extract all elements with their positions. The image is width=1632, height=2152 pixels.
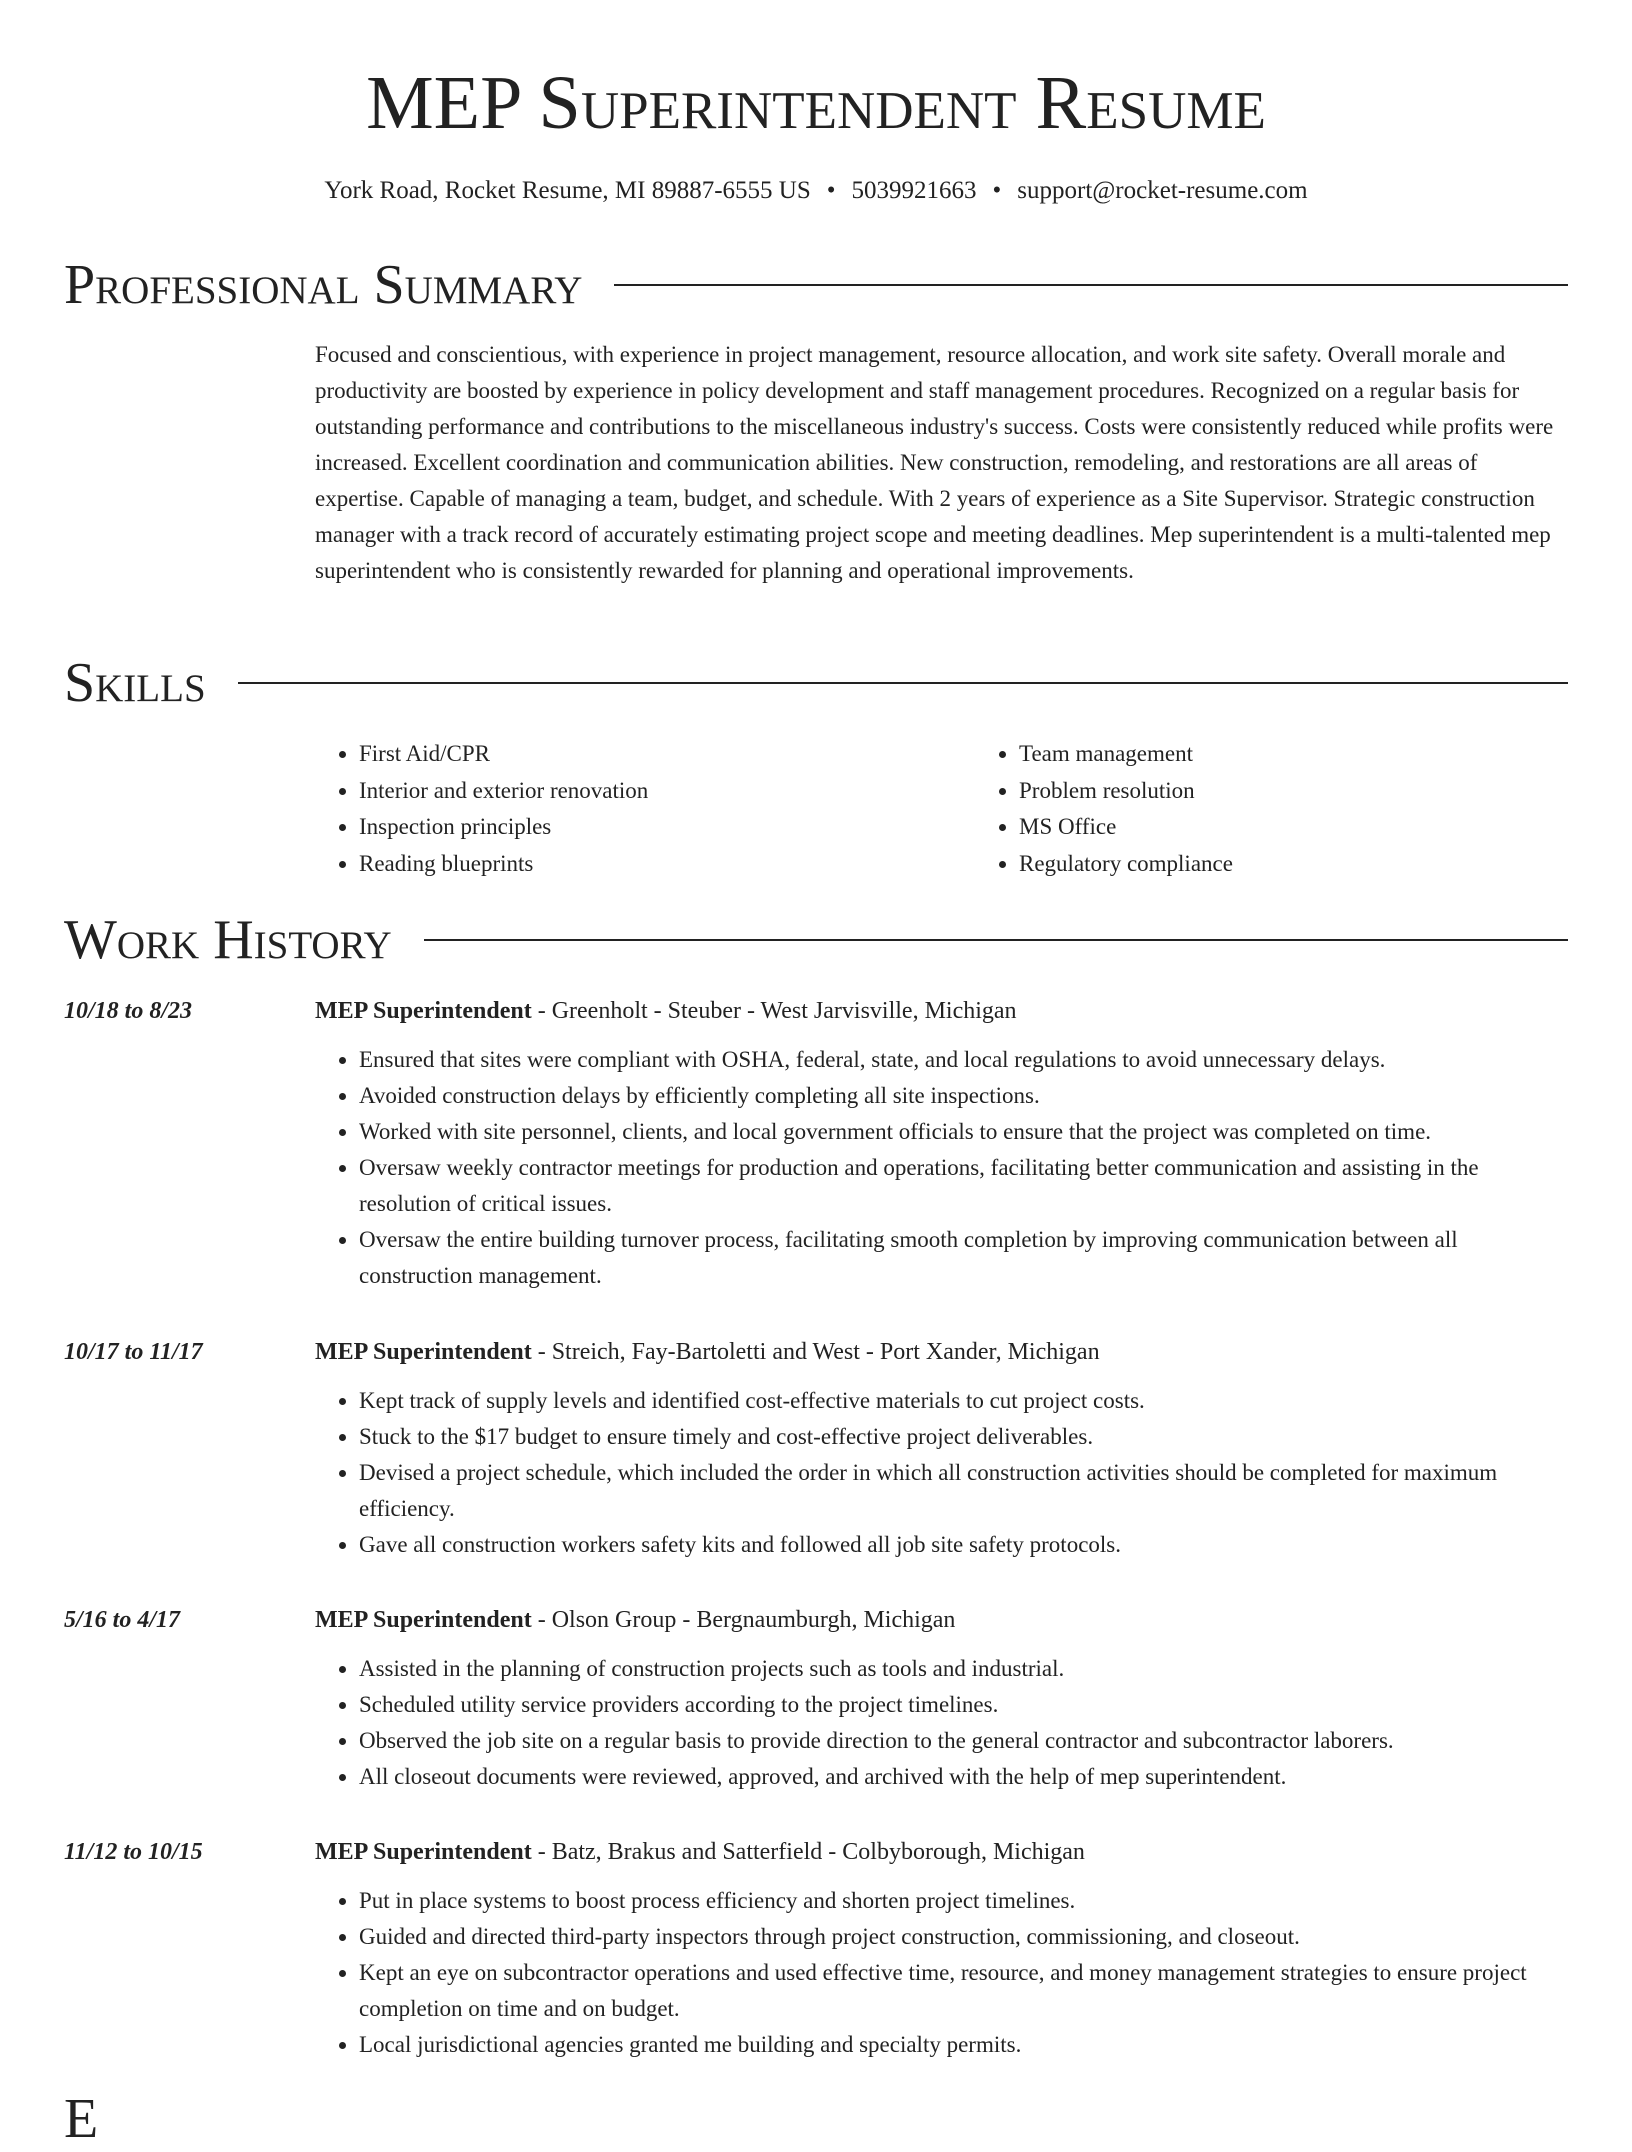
skills-list bbox=[315, 736, 1568, 882]
skill-item: • Reading blueprints bbox=[359, 846, 975, 883]
job-bullet: • Gave all construction workers safety kits and followed all job site safety protocols. bbox=[359, 1527, 1568, 1563]
skill-item: • Regulatory compliance bbox=[1019, 846, 1233, 883]
skills-column-left bbox=[315, 736, 975, 882]
section-rule bbox=[614, 284, 1568, 286]
skill-item: • Team management bbox=[1019, 736, 1233, 773]
contact-email: support@rocket-resume.com bbox=[1017, 177, 1308, 204]
skill-item: • Inspection principles bbox=[359, 809, 975, 846]
contact-line bbox=[0, 173, 1632, 209]
job-title: MEP Superintendent bbox=[315, 1839, 532, 1865]
job-company: - Streich, Fay-Bartoletti and West - Port Xander, Michigan bbox=[537, 1339, 1100, 1365]
job-company: - Greenholt - Steuber - West Jarvisville, Michigan bbox=[537, 998, 1017, 1024]
separator-dot: • bbox=[826, 177, 836, 204]
job-title-line bbox=[315, 993, 1568, 1029]
job-bullet: • Kept track of supply levels and identified cost-effective materials to cut project costs. bbox=[359, 1383, 1568, 1419]
job-bullet: • Devised a project schedule, which included the order in which all construction activities should be completed for maximum efficiency. bbox=[359, 1455, 1568, 1527]
summary-text: Focused and conscientious, with experience in project management, resource allocation, and work site safety. Overall morale and productivity are boosted by experience in policy development and staff management procedures. Recognized on a regular basis for outstanding performance and contributions to the miscellaneous industry's success. Costs were consistently reduced while profits were increased. Excellent coordination and communication abilities. New construction, remodeling, and restorations are all areas of expertise. Capable of managing a team, budget, and schedule. With 2 years of experience as a Site Supervisor. Strategic construction manager with a track record of accurately estimating project scope and meeting deadlines. Mep superintendent is a multi-talented mep superintendent who is consistently rewarded for planning and operational improvements. bbox=[315, 342, 1554, 583]
skill-item: • MS Office bbox=[1019, 809, 1233, 846]
skills-section-header bbox=[64, 650, 1568, 716]
job-company: - Batz, Brakus and Satterfield - Colbyborough, Michigan bbox=[537, 1839, 1085, 1865]
job-bullet: • All closeout documents were reviewed, approved, and archived with the help of mep superintendent. bbox=[359, 1759, 1568, 1795]
section-rule bbox=[424, 939, 1568, 941]
contact-address: York Road, Rocket Resume, MI 89887-6555 US bbox=[324, 177, 811, 204]
job-title-line bbox=[315, 1834, 1568, 1870]
job-bullet: • Oversaw the entire building turnover process, facilitating smooth completion by improving communication between all construction management. bbox=[359, 1222, 1568, 1294]
skill-item: • First Aid/CPR bbox=[359, 736, 975, 773]
section-rule bbox=[238, 682, 1568, 684]
job-bullets bbox=[315, 1383, 1568, 1563]
skill-item: • Problem resolution bbox=[1019, 773, 1233, 810]
job-bullet: • Put in place systems to boost process efficiency and shorten project timelines. bbox=[359, 1883, 1568, 1919]
job-dates: 5/16 to 4/17 bbox=[64, 1607, 181, 1633]
job-bullet: • Kept an eye on subcontractor operations and used effective time, resource, and money management strategies to ensure project completion on time and on budget. bbox=[359, 1955, 1568, 2027]
work-section-header bbox=[64, 907, 1568, 973]
job-bullets bbox=[315, 1651, 1568, 1795]
job-company: - Olson Group - Bergnaumburgh, Michigan bbox=[537, 1607, 956, 1633]
job-dates: 11/12 to 10/15 bbox=[64, 1839, 203, 1865]
job-title: MEP Superintendent bbox=[315, 1607, 532, 1633]
work-heading: Work History bbox=[64, 909, 392, 971]
skill-item: • Interior and exterior renovation bbox=[359, 773, 975, 810]
job-title-line bbox=[315, 1602, 1568, 1638]
separator-dot: • bbox=[992, 177, 1002, 204]
skills-heading: Skills bbox=[64, 652, 206, 714]
job-bullets bbox=[315, 1883, 1568, 2063]
job-bullet: • Avoided construction delays by efficiently completing all site inspections. bbox=[359, 1078, 1568, 1114]
job-title: MEP Superintendent bbox=[315, 998, 532, 1024]
job-title: MEP Superintendent bbox=[315, 1339, 532, 1365]
job-bullet: • Observed the job site on a regular basis to provide direction to the general contractor and subcontractor laborers. bbox=[359, 1723, 1568, 1759]
contact-phone: 5039921663 bbox=[851, 177, 977, 204]
next-section-heading-partial: E bbox=[64, 2088, 99, 2150]
job-bullet: • Ensured that sites were compliant with OSHA, federal, state, and local regulations to avoid unnecessary delays. bbox=[359, 1042, 1568, 1078]
skills-column-right bbox=[975, 736, 1233, 882]
job-bullet: • Scheduled utility service providers according to the project timelines. bbox=[359, 1687, 1568, 1723]
job-dates: 10/18 to 8/23 bbox=[64, 998, 193, 1024]
resume-title: MEP Superintendent Resume bbox=[366, 61, 1266, 145]
job-dates: 10/17 to 11/17 bbox=[64, 1339, 203, 1365]
job-bullet: • Assisted in the planning of construction projects such as tools and industrial. bbox=[359, 1651, 1568, 1687]
job-bullet: • Worked with site personnel, clients, and local government officials to ensure that the project was completed on time. bbox=[359, 1114, 1568, 1150]
job-bullet: • Guided and directed third-party inspectors through project construction, commissioning, and closeout. bbox=[359, 1919, 1568, 1955]
summary-section-header bbox=[64, 252, 1568, 318]
job-bullets bbox=[315, 1042, 1568, 1294]
job-bullet: • Local jurisdictional agencies granted me building and specialty permits. bbox=[359, 2027, 1568, 2063]
job-bullet: • Stuck to the $17 budget to ensure timely and cost-effective project deliverables. bbox=[359, 1419, 1568, 1455]
job-title-line bbox=[315, 1334, 1568, 1370]
job-bullet: • Oversaw weekly contractor meetings for production and operations, facilitating better communication and assisting in the resolution of critical issues. bbox=[359, 1150, 1568, 1222]
summary-heading: Professional Summary bbox=[64, 254, 583, 316]
